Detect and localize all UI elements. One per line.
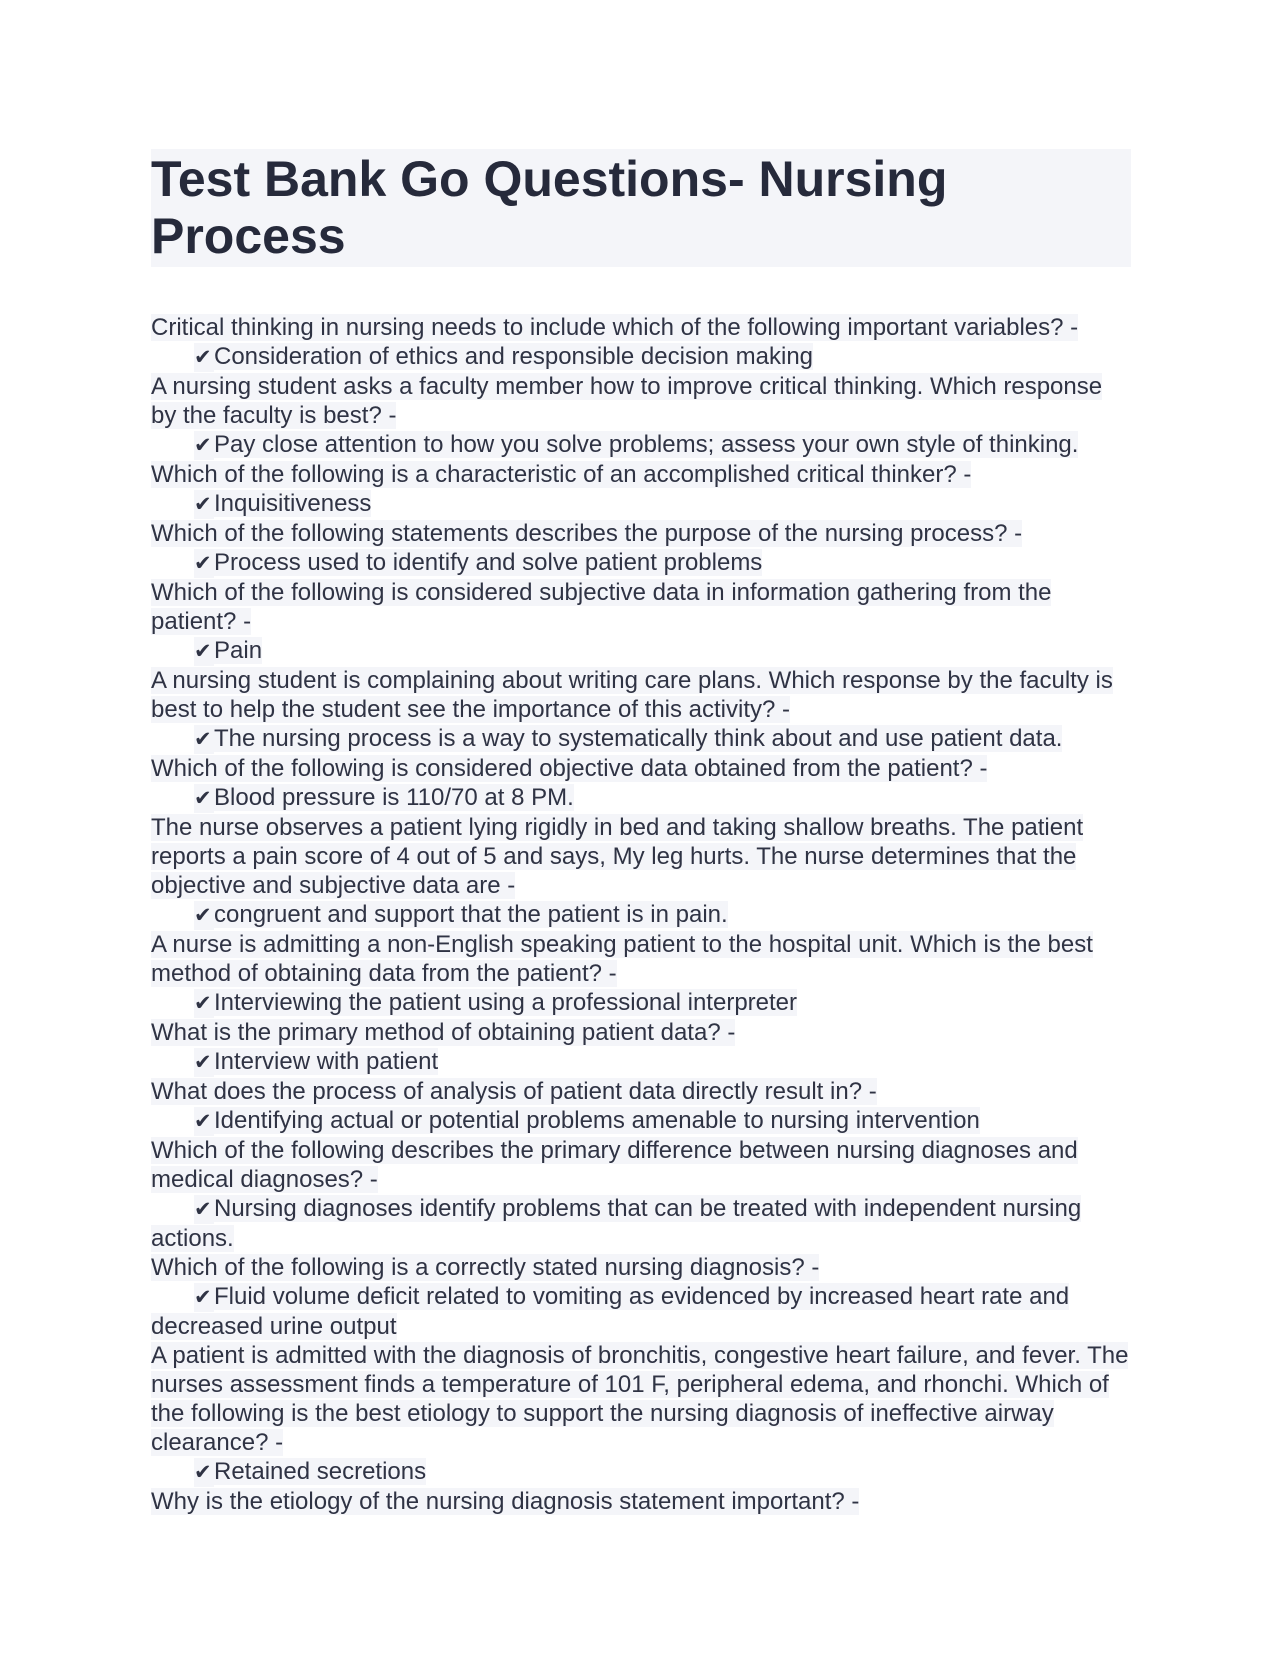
- question-label: Critical thinking in nursing needs to include which of the following important variables? -: [151, 314, 1079, 341]
- answer-value: congruent and support that the patient is in pain.: [214, 901, 728, 928]
- checkmark-icon: ✔: [194, 343, 214, 372]
- question-text: [151, 930, 1131, 988]
- answer-text: [151, 1457, 1131, 1487]
- question-text: [151, 666, 1131, 724]
- checkmark-icon: ✔: [194, 1283, 214, 1312]
- answer-text: [151, 724, 1131, 754]
- answer-value: Interviewing the patient using a professional interpreter: [214, 989, 798, 1016]
- answer-label: [194, 1458, 426, 1485]
- answer-value: Inquisitiveness: [214, 490, 372, 517]
- question-text: [151, 460, 1131, 489]
- answer-value: Pain: [214, 637, 263, 664]
- answer-text: [151, 342, 1131, 372]
- answer-text: [151, 636, 1131, 666]
- checkmark-icon: ✔: [194, 637, 214, 666]
- question-text: [151, 1341, 1131, 1457]
- checkmark-icon: ✔: [194, 901, 214, 930]
- question-text: [151, 372, 1131, 430]
- question-text: [151, 1077, 1131, 1106]
- question-label: A nursing student is complaining about writing care plans. Which response by the faculty is best to help the student see the importance of this activity? -: [151, 667, 1113, 723]
- answer-label: [194, 343, 813, 370]
- answer-value: Identifying actual or potential problems amenable to nursing intervention: [214, 1107, 980, 1134]
- answer-value: Consideration of ethics and responsible decision making: [214, 343, 814, 370]
- answer-label: [194, 989, 797, 1016]
- checkmark-icon: ✔: [194, 725, 214, 754]
- question-text: [151, 1487, 1131, 1516]
- answer-label: [194, 490, 371, 517]
- question-text: [151, 754, 1131, 783]
- question-label: The nurse observes a patient lying rigidly in bed and taking shallow breaths. The patient reports a pain score of 4 out of 5 and says, My leg hurts. The nurse determines that the objective and subjective data are -: [151, 814, 1084, 899]
- answer-text: [151, 1047, 1131, 1077]
- answer-label: [194, 1107, 980, 1134]
- question-text: [151, 1253, 1131, 1282]
- checkmark-icon: ✔: [194, 784, 214, 813]
- question-label: Which of the following is considered subjective data in information gathering from the patient? -: [151, 579, 1052, 635]
- question-label: What does the process of analysis of patient data directly result in? -: [151, 1078, 877, 1105]
- answer-label: [151, 1283, 1069, 1340]
- answer-text: [151, 1106, 1131, 1136]
- question-label: Which of the following statements describes the purpose of the nursing process? -: [151, 520, 1023, 547]
- question-label: What is the primary method of obtaining patient data? -: [151, 1019, 736, 1046]
- question-text: [151, 1018, 1131, 1047]
- checkmark-icon: ✔: [194, 490, 214, 519]
- answer-value: Interview with patient: [214, 1048, 439, 1075]
- answer-text: [151, 988, 1131, 1018]
- answer-text: [151, 1282, 1131, 1341]
- answer-label: [194, 784, 574, 811]
- question-label: A patient is admitted with the diagnosis of bronchitis, congestive heart failure, and fever. The nurses assessment finds a temperature of 101 F, peripheral edema, and rhonchi. Which of the following is the best etiology to support the nursing diagnosis of ineffective airway clearance? -: [151, 1342, 1129, 1456]
- answer-value: Process used to identify and solve patient problems: [214, 549, 763, 576]
- answer-text: [151, 489, 1131, 519]
- answer-label: [194, 637, 262, 664]
- document-page: [151, 149, 1131, 1516]
- answer-value: Pay close attention to how you solve problems; assess your own style of thinking.: [214, 431, 1079, 458]
- answer-text: [151, 900, 1131, 930]
- question-label: Which of the following is a correctly stated nursing diagnosis? -: [151, 1254, 820, 1281]
- answer-value: Fluid volume deficit related to vomiting as evidenced by increased heart rate and decreased urine output: [151, 1283, 1070, 1340]
- answer-text: [151, 1194, 1131, 1253]
- checkmark-icon: ✔: [194, 431, 214, 460]
- answer-label: [194, 431, 1078, 458]
- question-label: Which of the following is a characteristic of an accomplished critical thinker? -: [151, 461, 972, 488]
- answer-value: Nursing diagnoses identify problems that can be treated with independent nursing actions.: [151, 1195, 1082, 1252]
- answer-label: [151, 1195, 1081, 1252]
- checkmark-icon: ✔: [194, 1107, 214, 1136]
- answer-label: [194, 725, 1062, 752]
- question-label: Which of the following describes the primary difference between nursing diagnoses and medical diagnoses? -: [151, 1137, 1078, 1193]
- question-label: A nurse is admitting a non-English speaking patient to the hospital unit. Which is the best method of obtaining data from the patient? -: [151, 931, 1093, 987]
- question-text: [151, 519, 1131, 548]
- question-text: [151, 313, 1131, 342]
- checkmark-icon: ✔: [194, 549, 214, 578]
- answer-text: [151, 783, 1131, 813]
- answer-label: [194, 549, 762, 576]
- checkmark-icon: ✔: [194, 1048, 214, 1077]
- answer-value: The nursing process is a way to systematically think about and use patient data.: [214, 725, 1063, 752]
- question-label: A nursing student asks a faculty member how to improve critical thinking. Which response by the faculty is best? -: [151, 373, 1103, 429]
- answer-text: [151, 430, 1131, 460]
- question-label: Which of the following is considered objective data obtained from the patient? -: [151, 755, 988, 782]
- document-title: Test Bank Go Questions- Nursing Process: [151, 149, 1131, 267]
- answer-label: [194, 1048, 438, 1075]
- question-text: [151, 578, 1131, 636]
- qa-list: [151, 313, 1131, 1516]
- checkmark-icon: ✔: [194, 989, 214, 1018]
- question-label: Why is the etiology of the nursing diagnosis statement important? -: [151, 1488, 860, 1515]
- answer-text: [151, 548, 1131, 578]
- checkmark-icon: ✔: [194, 1195, 214, 1224]
- question-text: [151, 813, 1131, 900]
- checkmark-icon: ✔: [194, 1458, 214, 1487]
- answer-value: Retained secretions: [214, 1458, 427, 1485]
- answer-value: Blood pressure is 110/70 at 8 PM.: [214, 784, 574, 811]
- answer-label: [194, 901, 728, 928]
- question-text: [151, 1136, 1131, 1194]
